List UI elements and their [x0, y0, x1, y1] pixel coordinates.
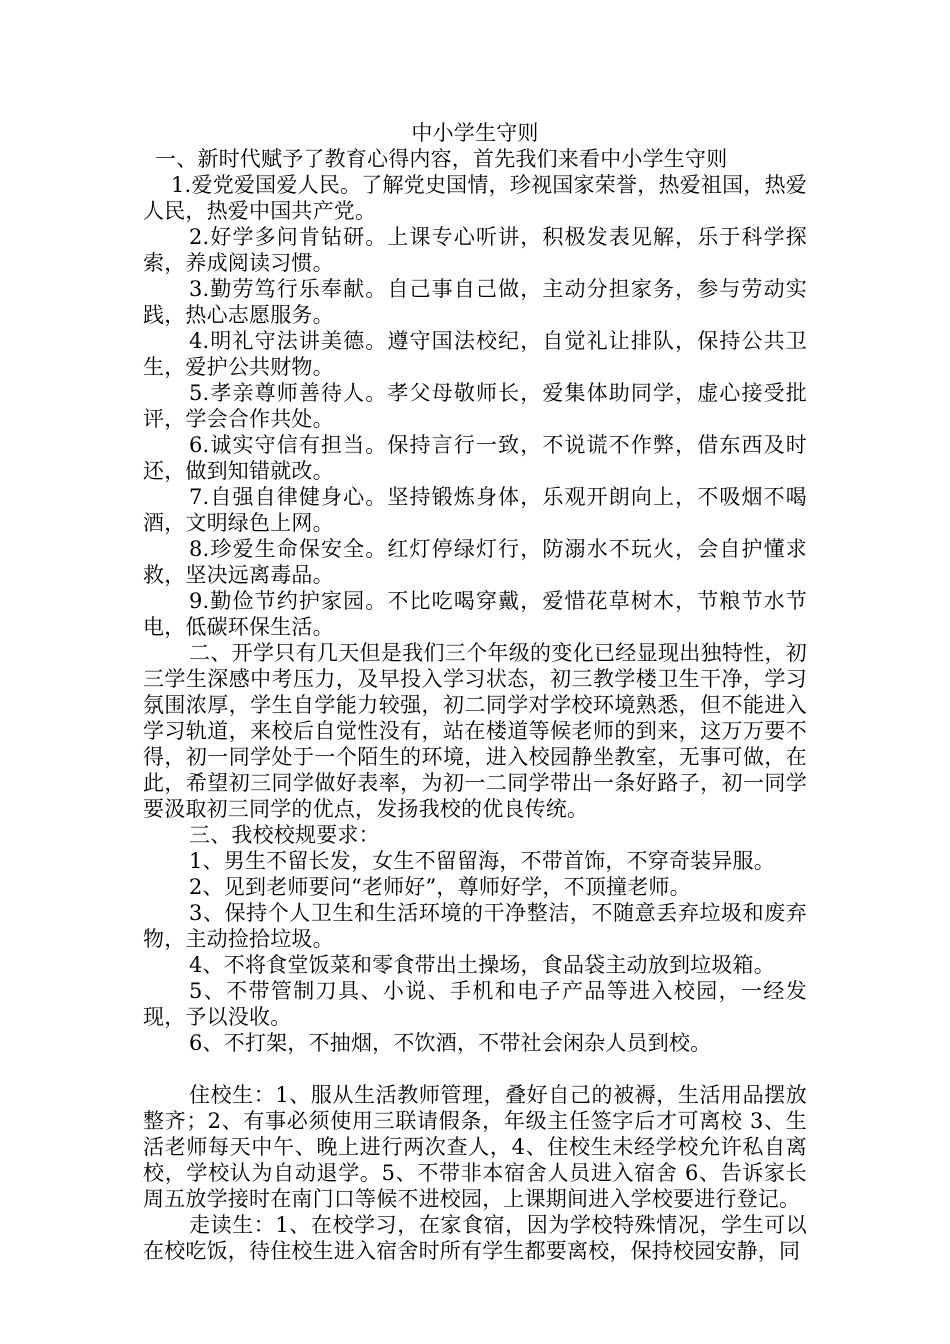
- blank-line: [143, 1056, 807, 1082]
- document-title: 中小学生守则: [411, 121, 539, 145]
- rule-item-4: 4.明礼守法讲美德。遵守国法校纪，自觉礼让排队，保持公共卫生，爱护公共财物。: [143, 329, 807, 379]
- rule-item-1: 1.爱党爱国爱人民。了解党史国情，珍视国家荣誉，热爱祖国，热爱人民，热爱中国共产党。: [143, 173, 807, 223]
- rule-item-9: 9.勤俭节约护家园。不比吃喝穿戴，爱惜花草树木，节粮节水节电，低碳环保生活。: [143, 589, 807, 639]
- section-3-heading: 三、我校校规要求：: [189, 823, 380, 847]
- school-rule-5: 5、不带管制刀具、小说、手机和电子产品等进入校园，一经发现，予以没收。: [143, 979, 807, 1029]
- section-2-paragraph: 二、开学只有几天但是我们三个年级的变化已经显现出独特性，初三学生深感中考压力，及早投入学习状态，初三教学楼卫生干净，学习氛围浓厚，学生自学能力较强，初二同学对学校环境熟悉，但不能进入学习轨道，来校后自觉性没有，站在楼道等候老师的到来，这万万要不得，初一同学处于一个陌生的环境，进入校园静坐教室，无事可做，在此，希望初三同学做好表率，为初一二同学带出一条好路子，初一同学要汲取初三同学的优点，发扬我校的优良传统。: [143, 641, 807, 821]
- boarding-students-paragraph: 住校生：1、服从生活教师管理，叠好自己的被褥，生活用品摆放整齐；2、有事必须使用三联请假条，年级主任签字后才可离校 3、生活老师每天中午、晚上进行两次查人，4、住校生未经学校允许私自离校，学校认为自动退学。5、不带非本宿舍人员进入宿舍 6、告诉家长周五放学接时在南门口等候不进校园，上课期间进入学校要进行登记。: [143, 1083, 807, 1211]
- school-rule-6: 6、不打架，不抽烟，不饮酒，不带社会闲杂人员到校。: [189, 1031, 712, 1055]
- school-rule-3: 3、保持个人卫生和生活环境的干净整洁，不随意丢弃垃圾和废弃物，主动捡拾垃圾。: [143, 901, 807, 951]
- rule-item-7: 7.自强自律健身心。坚持锻炼身体，乐观开朗向上，不吸烟不喝酒，文明绿色上网。: [143, 485, 807, 535]
- school-rule-1: 1、男生不留长发，女生不留留海，不带首饰，不穿奇装异服。: [189, 849, 775, 873]
- rule-item-2: 2.好学多问肯钻研。上课专心听讲，积极发表见解，乐于科学探索，养成阅读习惯。: [143, 225, 807, 275]
- day-students-paragraph: 走读生：1、在校学习，在家食宿，因为学校特殊情况，学生可以在校吃饭，待住校生进入宿舍时所有学生都要离校，保持校园安静，同: [143, 1213, 807, 1263]
- rule-item-8: 8.珍爱生命保安全。红灯停绿灯行，防溺水不玩火，会自护懂求救，坚决远离毒品。: [143, 537, 807, 587]
- school-rule-4: 4、不将食堂饭菜和零食带出土操场，食品袋主动放到垃圾箱。: [189, 953, 775, 977]
- rule-item-5: 5.孝亲尊师善待人。孝父母敬师长，爱集体助同学，虚心接受批评，学会合作共处。: [143, 381, 807, 431]
- section-1-heading: 一、新时代赋予了教育心得内容，首先我们来看中小学生守则: [155, 147, 728, 171]
- rule-item-6: 6.诚实守信有担当。保持言行一致，不说谎不作弊，借东西及时还，做到知错就改。: [143, 433, 807, 483]
- rule-item-3: 3.勤劳笃行乐奉献。自己事自己做，主动分担家务，参与劳动实践，热心志愿服务。: [143, 277, 807, 327]
- school-rule-2: 2、见到老师要问“老师好”，尊师好学，不顶撞老师。: [189, 875, 691, 899]
- document-body: [143, 120, 807, 1264]
